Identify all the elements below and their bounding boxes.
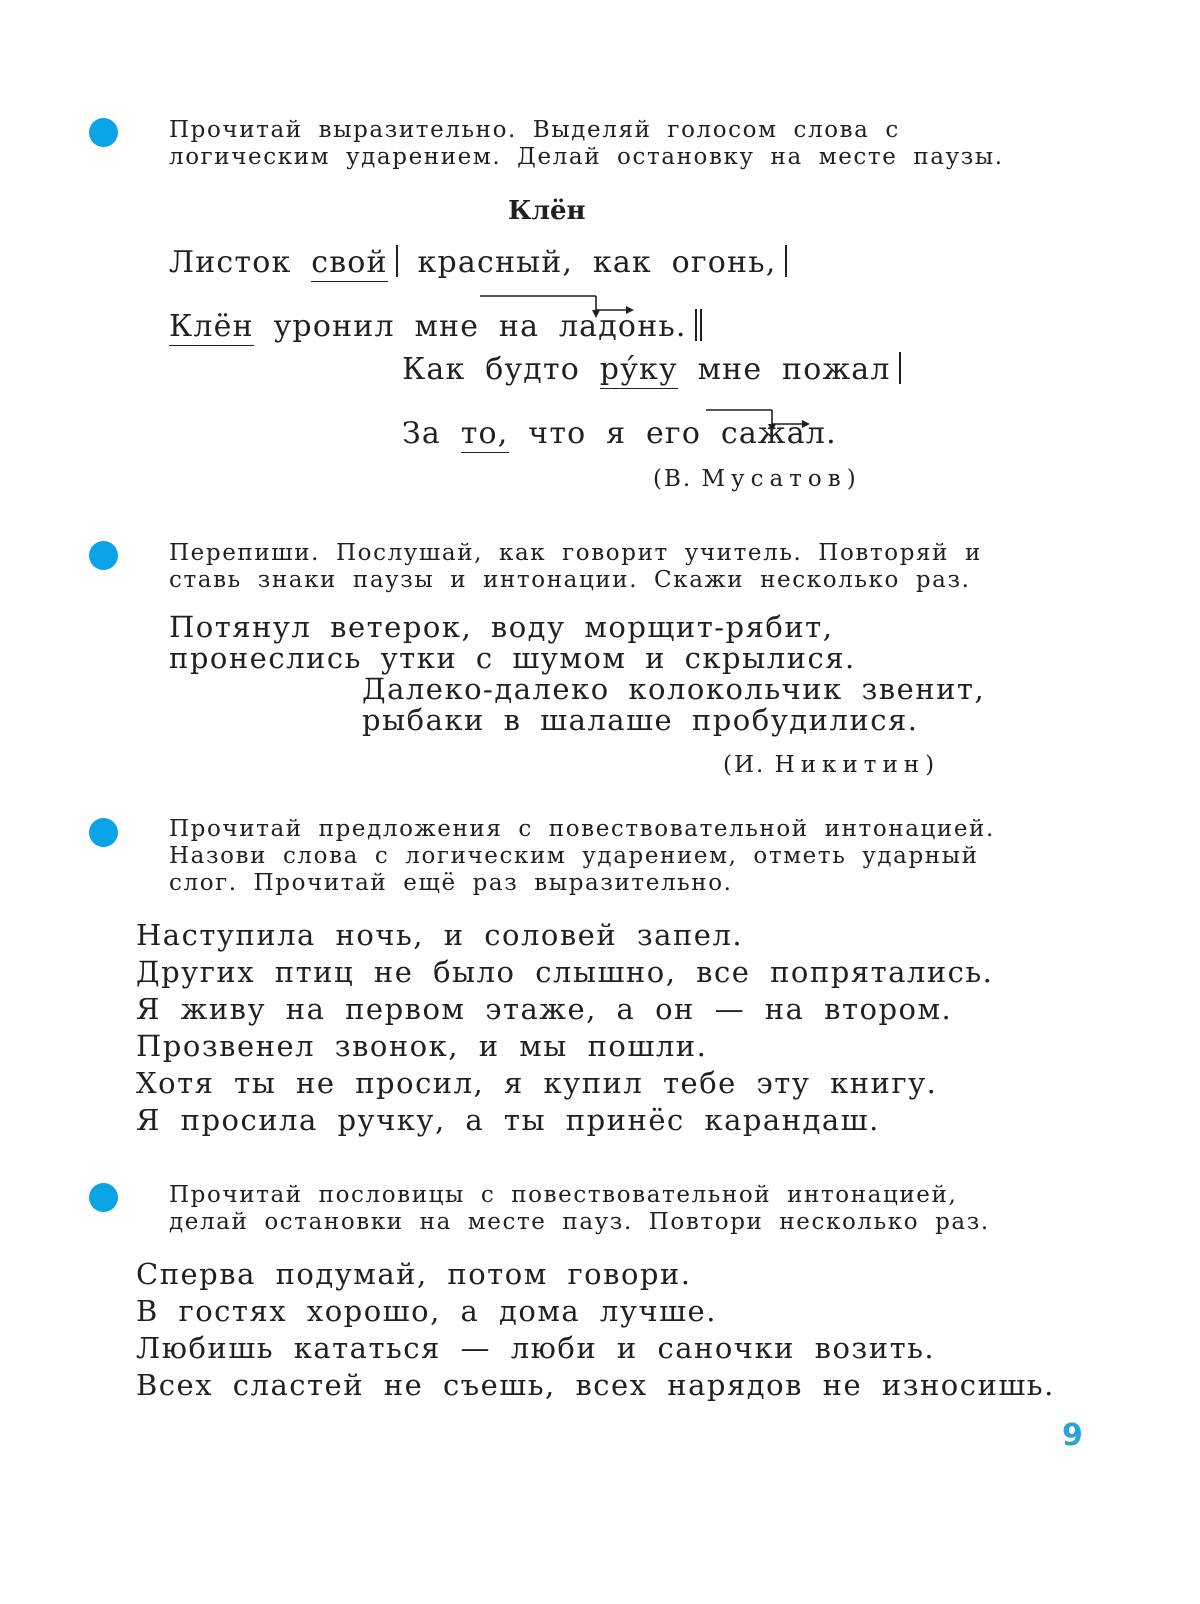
author-surname: Мусатов) <box>701 466 862 492</box>
instruction-line: Прочитай предложения с повествовательной интонацией. <box>169 816 995 842</box>
poem2-line-4: рыбаки в шалаше пробудилися. <box>362 703 919 737</box>
poem-line-4 <box>402 416 837 451</box>
pause-mark <box>785 245 787 277</box>
poem-line-1 <box>169 245 787 280</box>
pause-mark <box>396 245 398 277</box>
page-number: 9 <box>1062 1418 1083 1453</box>
sentence: Прозвенел звонок, и мы пошли. <box>136 1029 708 1063</box>
proverb: В гостях хорошо, а дома лучше. <box>136 1294 717 1328</box>
author-musatov <box>653 466 862 492</box>
sentence: Хотя ты не просил, я купил тебе эту книгу. <box>136 1066 938 1100</box>
author-initial: (В. <box>653 466 693 492</box>
instruction-line: ставь знаки паузы и интонации. Скажи несколько раз. <box>169 567 971 593</box>
author-initial: (И. <box>723 752 766 778</box>
sentence: Других птиц не было слышно, все попрятались. <box>136 955 994 989</box>
poem2-line-2: пронеслись утки с шумом и скрылися. <box>169 641 856 675</box>
stressed-word-ruku: ру́ку <box>599 352 678 387</box>
sentence: Наступила ночь, и соловей запел. <box>136 918 744 952</box>
poem-title: Клён <box>508 196 586 226</box>
poem2-line-3: Далеко-далеко колокольчик звенит, <box>362 672 986 706</box>
author-nikitin <box>723 752 940 778</box>
instruction-line: делай остановки на месте пауз. Повтори несколько раз. <box>169 1209 990 1235</box>
sentence: Я просила ручку, а ты принёс карандаш. <box>136 1103 880 1137</box>
pause-mark <box>899 352 901 384</box>
proverb: Всех сластей не съешь, всех нарядов не износишь. <box>136 1368 1055 1402</box>
poem-line-4-rest: что я его сажал. <box>528 416 837 451</box>
instruction-line: Перепиши. Послушай, как говорит учитель. Повторяй и <box>169 540 982 566</box>
exercise-marker-2 <box>89 541 118 570</box>
poem-line-3-word: Как будто <box>402 352 581 387</box>
exercise-2-instruction <box>169 540 982 594</box>
exercise-1-instruction: Прочитай выразительно. Выделяй голосом слова с логическим ударением. Делай остановку на месте паузы. <box>169 117 1004 170</box>
exercise-marker-4 <box>89 1183 118 1212</box>
stressed-word-svoy: свой <box>311 245 388 280</box>
proverb: Любишь кататься — люби и саночки возить. <box>136 1331 936 1365</box>
exercise-marker-1 <box>89 118 118 147</box>
sentence: Я живу на первом этаже, а он — на втором. <box>136 992 953 1026</box>
poem-line-3 <box>402 352 901 387</box>
poem-line-2-rest: уронил мне на ладонь. <box>273 309 687 344</box>
poem2-line-1: Потянул ветерок, воду морщит-рябит, <box>169 610 834 644</box>
poem-line-4-word: За <box>402 416 441 451</box>
poem-line-1-word: Листок <box>169 245 292 280</box>
exercise-marker-3 <box>89 818 118 847</box>
poem-line-1-rest: красный, как огонь, <box>417 245 777 280</box>
instruction-line: Прочитай пословицы с повествовательной интонацией, <box>169 1182 958 1208</box>
poem-line-2 <box>169 309 702 344</box>
stressed-word-klen: Клён <box>169 309 254 344</box>
instruction-line: слог. Прочитай ещё раз выразительно. <box>169 870 733 896</box>
proverb: Сперва подумай, потом говори. <box>136 1257 692 1291</box>
stressed-word-to: то, <box>460 416 509 451</box>
double-pause-mark <box>695 309 702 341</box>
exercise-4-instruction <box>169 1182 990 1236</box>
exercise-3-instruction <box>169 816 995 897</box>
instruction-line: Назови слова с логическим ударением, отметь ударный <box>169 843 979 869</box>
author-surname: Никитин) <box>774 752 941 778</box>
poem-line-3-rest: мне пожал <box>697 352 891 387</box>
